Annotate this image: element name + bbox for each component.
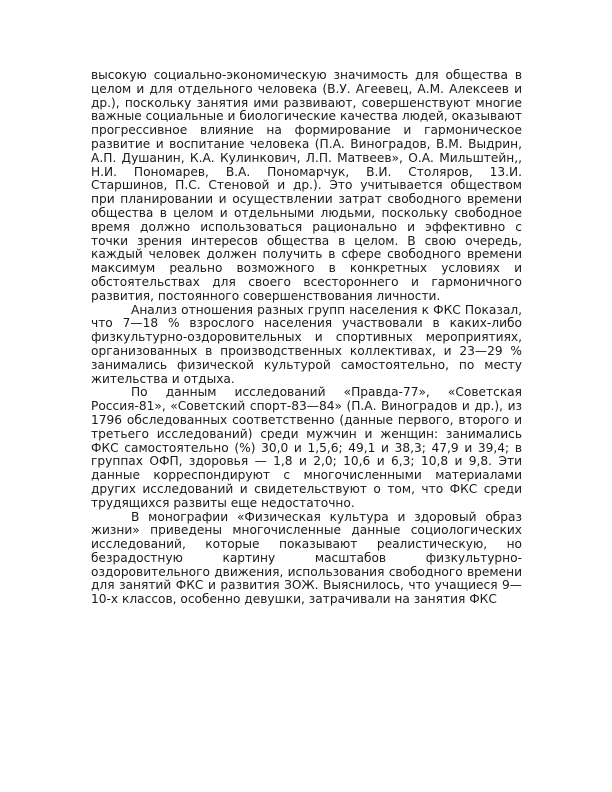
paragraph-2: Анализ отношения разных групп населения к ФКС Показал, что 7—18 % взрослого населения участвовали в каких-либо физкультурно-оздоровительных и спортивных мероприятиях, организованных в производственных коллективах, и 23—29 % занимались физической культурой самостоятельно, по месту жительства и отдыха.: [91, 302, 522, 386]
document-page: [91, 69, 522, 607]
paragraph-1: высокую социально-экономическую значимость для общества в целом и для отдельного человека (В.У. Агеевец, А.М. Алексеев и др.), поскольку занятия ими развивают, совершенствуют многие важные социальные и биологические качества людей, оказывают прогрессивное влияние на формирование и гармоническое развитие и воспитание человека (П.А. Виноградов, В.М. Выдрин, А.П. Душанин, К.А. Кулинкович, Л.П. Матвеев», О.А. Мильштейн,, Н.И. Пономарев, В.А. Пономарчук, В.И. Столяров, 13.И. Старшинов, П.С. Стеновой и др.). Это учитывается обществом при планировании и осуществлении затрат свободного времени общества в целом и отдельными людьми, поскольку свободное время должно использоваться рационально и эффективно с точки зрения интересов общества в целом. В свою очередь, каждый человек должен получить в сфере свободного времени максимум реально возможного в конкретных условиях и обстоятельствах для своего всестороннего и гармоничного развития, постоянного совершенствования личности.: [91, 68, 522, 303]
paragraph-3: По данным исследований «Правда-77», «Советская Россия-81», «Советский спорт-83—84» (П.А. Виноградов и др.), из 1796 обследованных соответственно (данные первого, второго и третьего исследований) среди мужчин и женщин: занимались ФКС самостоятельно (%) 30,0 и 1,5,6; 49,1 и 38,3; 47,9 и 39,4; в группах ОФП, здоровья — 1,8 и 2,0; 10,6 и 6,3; 10,8 и 9,8. Эти данные корреспондируют с многочисленными материалами других исследований и свидетельствуют о том, что ФКС среди трудящихся развиты еще недостаточно.: [91, 385, 522, 510]
paragraph-4: В монографии «Физическая культура и здоровый образ жизни» приведены многочисленные данные социологических исследований, которые показывают реалистическую, но безрадостную картину масштабов физкультурно-оздоровительного движения, использования свободного времени для занятий ФКС и развития ЗОЖ. Выяснилось, что учащиеся 9—10-х классов, особенно девушки, затрачивали на занятия ФКС: [91, 509, 522, 607]
